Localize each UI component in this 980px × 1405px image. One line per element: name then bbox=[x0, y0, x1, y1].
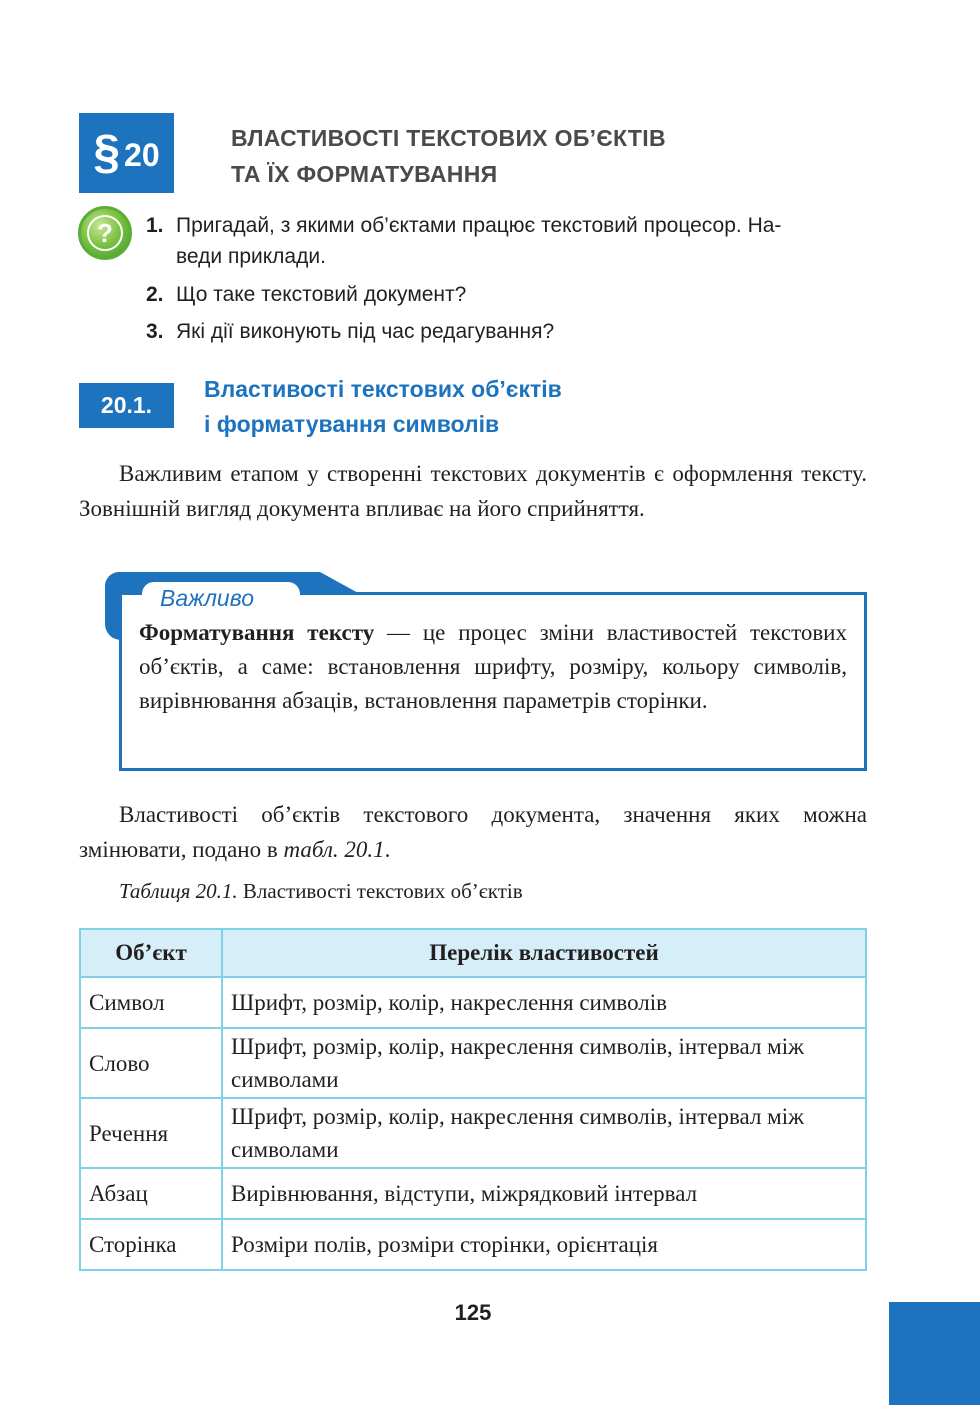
table-row bbox=[80, 1168, 866, 1219]
table-cell-properties: Вирівнювання, відступи, міжрядковий інтервал bbox=[222, 1168, 866, 1219]
page-number: 125 bbox=[454, 1300, 492, 1325]
section-title-line1: ВЛАСТИВОСТІ ТЕКСТОВИХ ОБ’ЄКТІВ bbox=[231, 125, 666, 151]
definition-text: — це процес зміни властивостей текстових об’єктів, а саме: встановлення шрифту, розміру, кольору символів, вирівнювання абзаців, встановлення параметрів сторінки. bbox=[139, 620, 847, 713]
question-number: 2. bbox=[146, 283, 164, 306]
question-item bbox=[146, 210, 868, 272]
question-number: 1. bbox=[146, 214, 164, 237]
table-header-properties: Перелік властивостей bbox=[222, 929, 866, 977]
table-row bbox=[80, 1098, 866, 1168]
definition-term: Форматування тексту bbox=[139, 620, 375, 645]
table-caption bbox=[119, 876, 523, 906]
table-cell-properties: Розміри полів, розміри сторінки, орієнтація bbox=[222, 1219, 866, 1270]
table-reference-link: табл. 20.1 bbox=[283, 837, 385, 862]
intro-paragraph bbox=[79, 456, 867, 526]
question-mark-icon: ? bbox=[78, 206, 132, 260]
table-cell-properties: Шрифт, розмір, колір, накреслення символів, інтервал між символами bbox=[222, 1098, 866, 1168]
question-text: Пригадай, з якими об’єктами працює текстовий процесор. На- bbox=[176, 214, 782, 237]
table-cell-object: Абзац bbox=[80, 1168, 222, 1219]
section-number: 20 bbox=[124, 137, 160, 173]
table-row bbox=[80, 1028, 866, 1098]
table-cell-object: Слово bbox=[80, 1028, 222, 1098]
intro-paragraph-text: Важливим етапом у створенні текстових документів є оформлення тексту. Зовнішній вигляд документа впливає на його сприйняття. bbox=[79, 461, 867, 521]
table-cell-object: Сторінка bbox=[80, 1219, 222, 1270]
table-caption-label: Таблиця 20.1. bbox=[119, 879, 238, 903]
table-cell-properties: Шрифт, розмір, колір, накреслення символів, інтервал між символами bbox=[222, 1028, 866, 1098]
section-title-line2: ТА ЇХ ФОРМАТУВАННЯ bbox=[231, 161, 498, 187]
table-reference-paragraph: Властивості об’єктів текстового документа, значення яких можна змінювати, подано в табл. 20.1. bbox=[79, 802, 867, 862]
question-text: Які дії виконують під час редагування? bbox=[176, 320, 555, 343]
subsection-title-line1: Властивості текстових об’єктів bbox=[204, 376, 562, 402]
table-cell-object: Символ bbox=[80, 977, 222, 1028]
table-cell-properties: Шрифт, розмір, колір, накреслення символів bbox=[222, 977, 866, 1028]
subsection-title-line2: і форматування символів bbox=[204, 411, 500, 437]
section-title bbox=[231, 120, 666, 192]
question-text-continued: веди приклади. bbox=[176, 245, 326, 268]
question-item bbox=[146, 279, 868, 310]
subsection-title bbox=[204, 372, 562, 442]
table-row bbox=[80, 977, 866, 1028]
table-cell-object: Речення bbox=[80, 1098, 222, 1168]
question-text: Що таке текстовий документ? bbox=[176, 283, 467, 306]
section-number-badge bbox=[79, 113, 174, 193]
page-corner-tab bbox=[889, 1302, 980, 1405]
table-header-row bbox=[80, 929, 866, 977]
review-questions-list bbox=[146, 210, 868, 347]
important-note-label: Важливо bbox=[142, 582, 300, 612]
question-item bbox=[146, 316, 868, 347]
important-note-text bbox=[139, 616, 847, 718]
table-caption-text: Властивості текстових об’єктів bbox=[237, 879, 523, 903]
properties-table bbox=[79, 928, 867, 1271]
table-reference-text: Властивості об’єктів текстового документа, значення яких можна змінювати, подано в bbox=[79, 802, 867, 862]
table-row bbox=[80, 1219, 866, 1270]
subsection-number-badge: 20.1. bbox=[79, 383, 174, 428]
question-number: 3. bbox=[146, 320, 164, 343]
table-header-object: Об’єкт bbox=[80, 929, 222, 977]
section-sign: § bbox=[93, 126, 121, 179]
